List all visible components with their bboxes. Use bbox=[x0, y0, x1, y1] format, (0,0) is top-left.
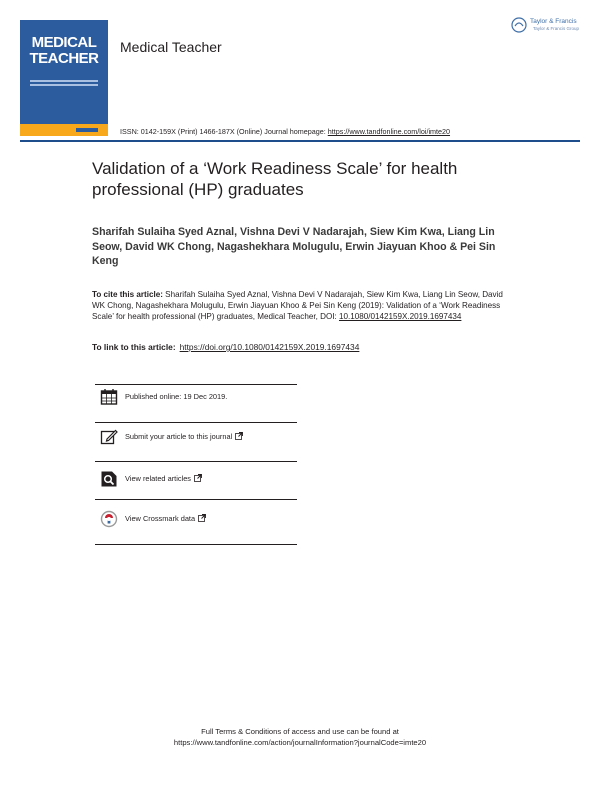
article-authors: Sharifah Sulaiha Syed Aznal, Vishna Devi V Nadarajah, Siew Kim Kwa, Liang Lin Seow, David WK Chong, Nagashekhara Molugulu, Erwin Jiayuan Khoo & Pei Sin Keng bbox=[92, 226, 496, 267]
terms-footer-url[interactable]: https://www.tandfonline.com/action/journalInformation?journalCode=imte20 bbox=[173, 738, 427, 747]
issn-text: ISSN: 0142-159X (Print) 1466-187X (Online) Journal homepage: bbox=[120, 127, 328, 136]
issn-line bbox=[120, 127, 450, 136]
submit-article-label: Submit your article to this journal bbox=[125, 432, 233, 441]
citation-block bbox=[92, 289, 516, 322]
edit-icon bbox=[100, 428, 118, 446]
cover-title-line1: MEDICAL bbox=[31, 34, 97, 51]
info-box-rule-3 bbox=[95, 499, 297, 500]
crossmark-link[interactable] bbox=[125, 514, 206, 523]
citation-label: To cite this article: bbox=[92, 290, 163, 299]
terms-footer bbox=[0, 726, 600, 748]
journal-name: Medical Teacher bbox=[120, 39, 222, 55]
article-doi-url[interactable]: https://doi.org/10.1080/0142159X.2019.1697434 bbox=[179, 342, 360, 352]
cover-title-line2: TEACHER bbox=[29, 50, 99, 67]
citation-text: Sharifah Sulaiha Syed Aznal, Vishna Devi V Nadarajah, Siew Kim Kwa, Liang Lin Seow, David WK Chong, Nagashekhara Molugulu, Erwin Jiayuan Khoo & Pei Sin Keng (2019): Validation of a ‘Work Readiness Scale’ for health professional (HP) graduates, Medical Teacher, DOI: bbox=[92, 290, 503, 321]
citation-doi-link[interactable]: 10.1080/0142159X.2019.1697434 bbox=[338, 312, 462, 321]
related-articles-link[interactable] bbox=[125, 474, 202, 483]
calendar-icon bbox=[100, 388, 118, 406]
terms-footer-line1: Full Terms & Conditions of access and use can be found at bbox=[201, 727, 399, 736]
external-link-icon bbox=[198, 514, 206, 522]
info-box-top-rule bbox=[95, 384, 297, 385]
published-online-text: Published online: 19 Dec 2019. bbox=[125, 392, 228, 401]
publisher-logo[interactable] bbox=[511, 15, 581, 39]
search-icon bbox=[100, 470, 118, 488]
publisher-logo-icon bbox=[511, 17, 527, 33]
cover-subtitle-lines bbox=[30, 78, 98, 88]
journal-cover-image bbox=[20, 20, 108, 136]
cover-publisher-mark bbox=[76, 128, 98, 132]
header-divider bbox=[20, 140, 580, 142]
publisher-logo-text: Taylor & Francis bbox=[530, 18, 577, 25]
external-link-icon bbox=[194, 474, 202, 482]
article-link-line bbox=[92, 342, 359, 352]
info-box-rule-1 bbox=[95, 422, 297, 423]
article-link-label: To link to this article: bbox=[92, 342, 176, 352]
crossmark-label: View Crossmark data bbox=[125, 514, 196, 523]
related-articles-label: View related articles bbox=[125, 474, 191, 483]
external-link-icon bbox=[235, 432, 243, 440]
journal-homepage-link[interactable]: https://www.tandfonline.com/loi/imte20 bbox=[327, 127, 451, 136]
submit-article-link[interactable] bbox=[125, 432, 243, 441]
publisher-logo-subtext: Taylor & Francis Group bbox=[533, 26, 580, 31]
crossmark-icon bbox=[100, 510, 118, 528]
info-box-rule-2 bbox=[95, 461, 297, 462]
article-title: Validation of a ‘Work Readiness Scale’ for health professional (HP) graduates bbox=[92, 159, 458, 199]
info-box-bottom-rule bbox=[95, 544, 297, 545]
